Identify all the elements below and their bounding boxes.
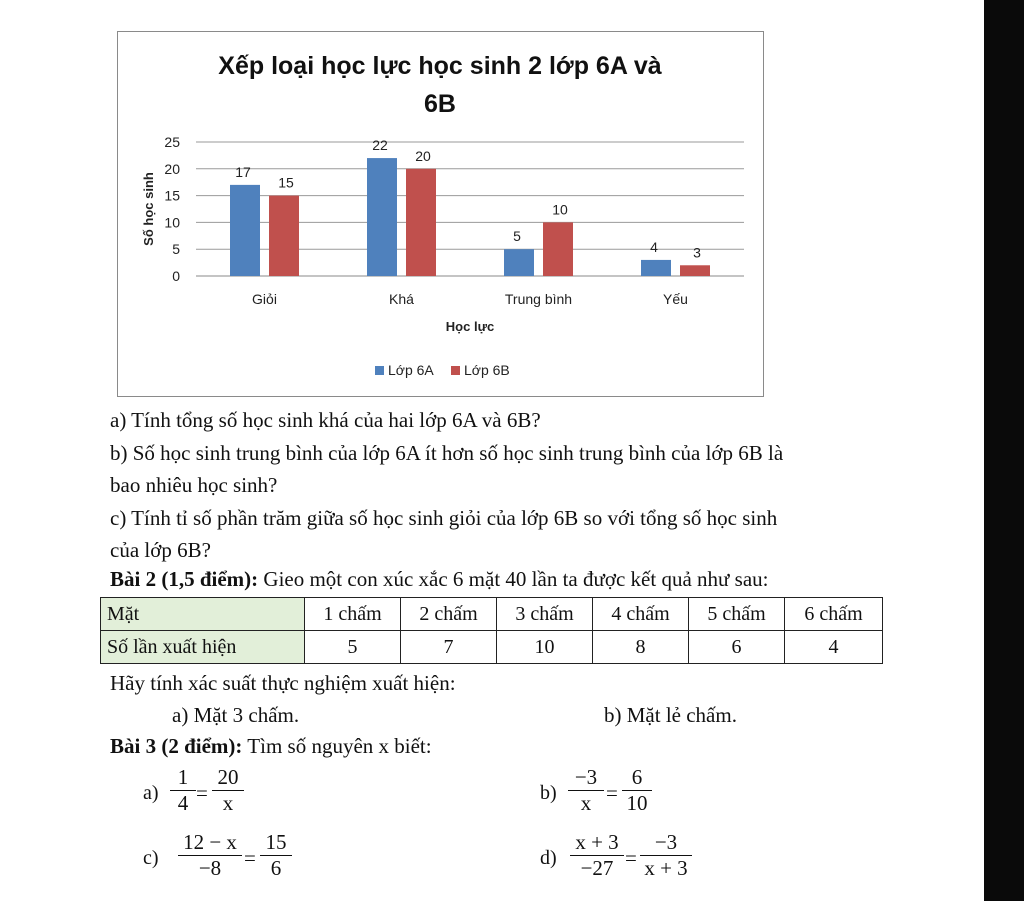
eq-b-label: b) <box>540 782 557 804</box>
data-label: 3 <box>693 244 701 261</box>
legend-swatch <box>375 366 384 375</box>
table-cell: 5 <box>305 631 401 664</box>
numerator: −3 <box>574 765 598 789</box>
table-row-header <box>101 598 883 631</box>
data-label: 5 <box>513 228 521 245</box>
denominator: 10 <box>622 790 652 816</box>
numerator: 6 <box>631 765 643 789</box>
numerator: 15 <box>265 830 287 854</box>
bai2-title: Bài 2 (1,5 điểm): <box>110 567 259 591</box>
bai2-question-b: b) Mặt lẻ chấm. <box>604 703 737 727</box>
eq-c-label: c) <box>143 847 159 869</box>
legend-entry: Lớp 6B <box>464 362 510 378</box>
question-a: a) Tính tổng số học sinh khá của hai lớp 6A và 6B? <box>110 408 541 432</box>
legend-swatch <box>451 366 460 375</box>
x-tick-label: Khá <box>389 291 414 307</box>
y-tick-label: 5 <box>172 241 180 258</box>
x-tick-label: Trung bình <box>504 291 573 307</box>
y-tick-label: 25 <box>164 134 180 150</box>
table-row-values <box>101 631 883 664</box>
table-cell: 10 <box>497 631 593 664</box>
dice-results-table <box>100 597 883 664</box>
table-cell: 2 chấm <box>401 598 497 631</box>
table-cell: 3 chấm <box>497 598 593 631</box>
bai2-prompt: Hãy tính xác suất thực nghiệm xuất hiện: <box>110 671 456 695</box>
table-cell: 4 <box>785 631 883 664</box>
data-label: 15 <box>278 174 294 191</box>
question-b-line2: bao nhiêu học sinh? <box>110 473 278 497</box>
eq-d-fraction-left <box>570 830 624 881</box>
x-tick-label: Yếu <box>663 291 688 307</box>
table-cell: 8 <box>593 631 689 664</box>
bar <box>406 169 436 276</box>
numerator: 20 <box>217 765 239 789</box>
bai2-heading <box>110 567 768 592</box>
chart-svg <box>118 32 763 396</box>
y-tick-label: 0 <box>172 268 180 284</box>
x-tick-label: Giỏi <box>252 291 277 307</box>
bar-chart <box>117 31 764 397</box>
table-cell: Số lần xuất hiện <box>101 631 305 664</box>
eq-b-fraction-right <box>622 765 652 816</box>
bar <box>269 196 299 276</box>
table-cell: 5 chấm <box>689 598 785 631</box>
eq-a-fraction-left <box>170 765 196 816</box>
equals-sign: = <box>606 781 618 805</box>
eq-d-fraction-right <box>640 830 692 881</box>
equals-sign: = <box>196 781 208 805</box>
numerator: x + 3 <box>575 830 619 854</box>
numerator: 12 − x <box>183 830 237 854</box>
eq-d-label: d) <box>540 847 557 869</box>
legend-entry: Lớp 6A <box>388 362 434 378</box>
numerator: 1 <box>177 765 189 789</box>
denominator: 6 <box>260 855 292 881</box>
eq-c-fraction-left <box>178 830 242 881</box>
eq-a-label: a) <box>143 782 159 804</box>
bai2-question-a: a) Mặt 3 chấm. <box>172 703 300 727</box>
y-axis-label: Số học sinh <box>141 172 156 246</box>
data-label: 22 <box>372 137 388 154</box>
bar <box>504 249 534 276</box>
eq-a-fraction-right <box>212 765 244 816</box>
question-c-line1: c) Tính tỉ số phần trăm giữa số học sinh giỏi của lớp 6B so với tổng số học sinh <box>110 506 778 530</box>
bar <box>367 158 397 276</box>
bar <box>543 222 573 276</box>
denominator: 4 <box>170 790 196 816</box>
equals-sign: = <box>244 846 256 870</box>
denominator: −27 <box>570 855 624 881</box>
denominator: x <box>568 790 604 816</box>
table-cell: 7 <box>401 631 497 664</box>
chart-title-line2: 6B <box>424 90 456 118</box>
y-tick-label: 10 <box>164 214 180 231</box>
data-label: 10 <box>552 201 568 218</box>
table-cell: 4 chấm <box>593 598 689 631</box>
y-tick-label: 15 <box>164 187 180 204</box>
bai3-title: Bài 3 (2 điểm): <box>110 734 243 758</box>
eq-c-fraction-right <box>260 830 292 881</box>
question-b-line1: b) Số học sinh trung bình của lớp 6A ít hơn số học sinh trung bình của lớp 6B là <box>110 441 784 465</box>
data-label: 17 <box>235 163 251 180</box>
bar <box>680 265 710 276</box>
screen-edge-bar <box>984 0 1024 901</box>
bai3-heading <box>110 734 432 759</box>
eq-b-fraction-left <box>568 765 604 816</box>
y-tick-label: 20 <box>164 160 180 177</box>
table-cell: 6 <box>689 631 785 664</box>
x-axis-label: Học lực <box>445 319 495 334</box>
chart-title-line1: Xếp loại học lực học sinh 2 lớp 6A và <box>218 52 662 80</box>
numerator: −3 <box>654 830 678 854</box>
bai2-text: Gieo một con xúc xắc 6 mặt 40 lần ta được kết quả như sau: <box>258 567 769 591</box>
bar <box>641 260 671 276</box>
equals-sign: = <box>625 846 637 870</box>
denominator: x + 3 <box>640 855 692 881</box>
denominator: −8 <box>178 855 242 881</box>
data-label: 4 <box>650 238 658 255</box>
denominator: x <box>212 790 244 816</box>
question-c-line2: của lớp 6B? <box>110 538 211 562</box>
table-cell: 6 chấm <box>785 598 883 631</box>
data-label: 20 <box>415 147 431 164</box>
bar <box>230 185 260 276</box>
table-cell: 1 chấm <box>305 598 401 631</box>
bai3-text: Tìm số nguyên x biết: <box>242 734 432 758</box>
table-cell: Mặt <box>101 598 305 631</box>
